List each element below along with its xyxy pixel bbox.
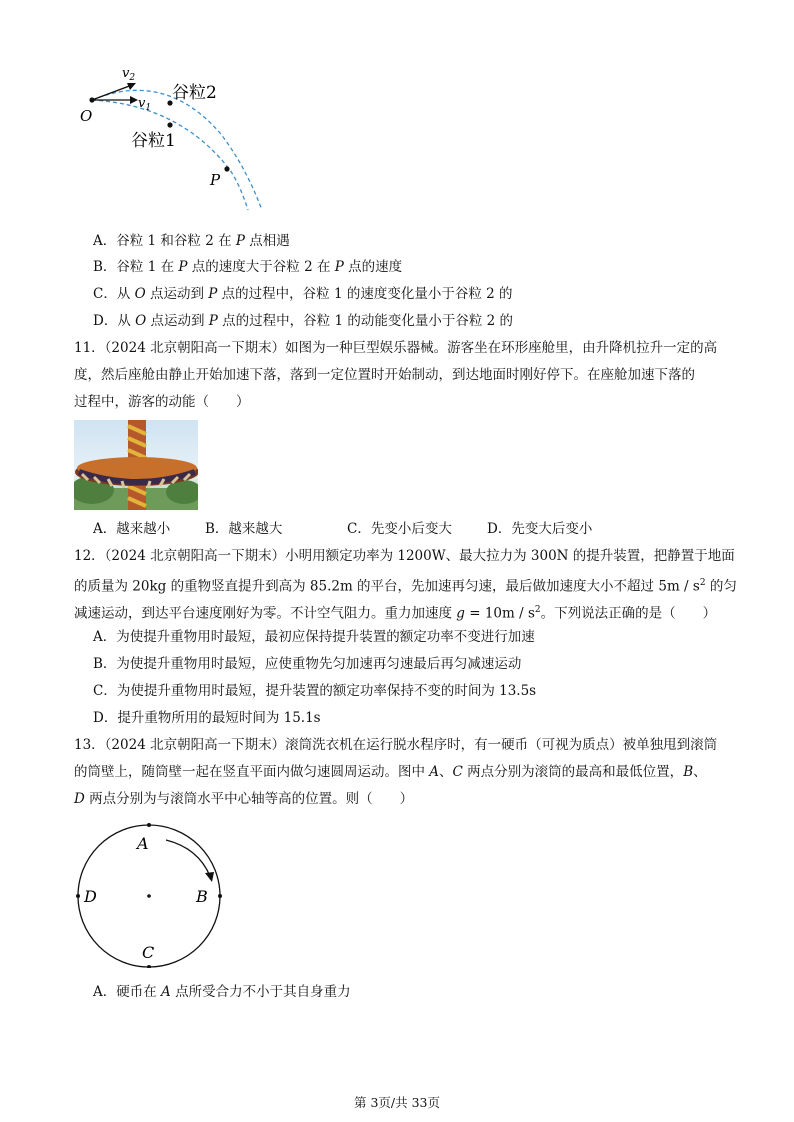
q12-stem-line1: 12．（2024 北京朝阳高一下期末）小明用额定功率为 1200W、最大拉力为 300N 的提升装置，把静置于地面	[74, 548, 735, 564]
velocity-v2-arrow	[92, 85, 132, 100]
q11-stem-line2: 度，然后座舱由静止开始加速下落，落到一定位置时开始制动，到达地面时刚好停下。在座舱加速下落的	[74, 367, 695, 383]
page-footer: 第 3页/共 33页	[353, 1095, 441, 1110]
q10-option-a: A．谷粒 1 和谷粒 2 在 P 点相遇	[93, 233, 290, 249]
label-grain1: 谷粒1	[131, 131, 176, 151]
q13-stem-line3: D 两点分别为与滚筒水平中心轴等高的位置。则（ ）	[74, 791, 414, 807]
q10-option-c: C．从 O 点运动到 P 点的过程中，谷粒 1 的速度变化量小于谷粒 2 的	[93, 286, 513, 302]
fig-label-a: A	[137, 834, 149, 853]
q12-stem-line3: 减速运动，到达平台速度刚好为零。不计空气阻力。重力加速度 $g = 10m / s^2$。下列说法正确的是（ ）	[74, 605, 717, 622]
label-o: O	[80, 107, 93, 125]
rotation-arrowhead	[205, 872, 214, 882]
label-p: P	[210, 171, 221, 189]
trajectory-grain2	[92, 90, 262, 210]
q10-option-d: D．从 O 点运动到 P 点的过程中，谷粒 1 的动能变化量小于谷粒 2 的	[93, 313, 514, 329]
q11-option-d: D．先变大后变小	[487, 521, 593, 537]
label-v1: $v_1$	[138, 96, 152, 113]
amusement-ride-photo	[74, 420, 198, 510]
label-grain2: 谷粒2	[172, 83, 217, 103]
point-d-dot	[76, 894, 80, 898]
fig-label-c: C	[142, 943, 155, 962]
q12-option-b: B．为使提升重物用时最短，应使重物先匀加速再匀速最后再匀减速运动	[93, 656, 522, 672]
q11-option-a: A．越来越小	[93, 521, 171, 537]
point-p	[224, 166, 229, 171]
q12-option-d: D．提升重物所用的最短时间为 15.1s	[93, 710, 321, 726]
point-o	[89, 97, 94, 102]
point-c-dot	[147, 965, 151, 968]
label-v2: $v_2$	[122, 66, 136, 83]
drum-center-dot	[147, 894, 151, 898]
q12-stem-line2: 的质量为 20kg 的重物竖直提升到高为 85.2m 的平台，先加速再匀速，最后做加速度大小不超过 $5m / s^2$ 的匀	[74, 578, 737, 595]
q11-stem-line1: 11．（2024 北京朝阳高一下期末）如图为一种巨型娱乐器械。游客坐在环形座舱里，由升降机拉升一定的高	[74, 340, 718, 356]
q11-option-b: B．越来越大	[205, 521, 283, 537]
q12-option-c: C．为使提升重物用时最短，提升装置的额定功率保持不变的时间为 13.5s	[93, 683, 537, 699]
q11-stem-line3: 过程中，游客的动能（ ）	[74, 394, 250, 410]
q13-stem-line1: 13．（2024 北京朝阳高一下期末）滚筒洗衣机在运行脱水程序时，有一硬币（可视为质点）被单独甩到滚筒	[74, 737, 718, 753]
rotation-arrow	[166, 840, 210, 876]
trajectory-grain1	[92, 100, 248, 210]
q13-option-a: A．硬币在 A 点所受合力不小于其自身重力	[93, 984, 351, 1000]
grain1-dot	[167, 122, 172, 127]
drum-figure	[70, 818, 230, 968]
point-b-dot	[218, 894, 222, 898]
fig-label-d: D	[84, 887, 97, 906]
velocity-v1-arrowhead	[130, 96, 138, 104]
q12-option-a: A．为使提升重物用时最短，最初应保持提升装置的额定功率不变进行加速	[93, 629, 535, 645]
q10-option-b: B．谷粒 1 在 P 点的速度大于谷粒 2 在 P 点的速度	[93, 259, 403, 275]
q11-option-c: C．先变小后变大	[347, 521, 452, 537]
q13-stem-line2: 的筒壁上，随筒壁一起在竖直平面内做匀速圆周运动。图中 A、C 两点分别为滚筒的最高和最低位置，B、	[74, 764, 707, 780]
fig-label-b: B	[196, 887, 208, 906]
point-a-dot	[147, 823, 151, 827]
grain-trajectory-figure	[70, 55, 280, 220]
